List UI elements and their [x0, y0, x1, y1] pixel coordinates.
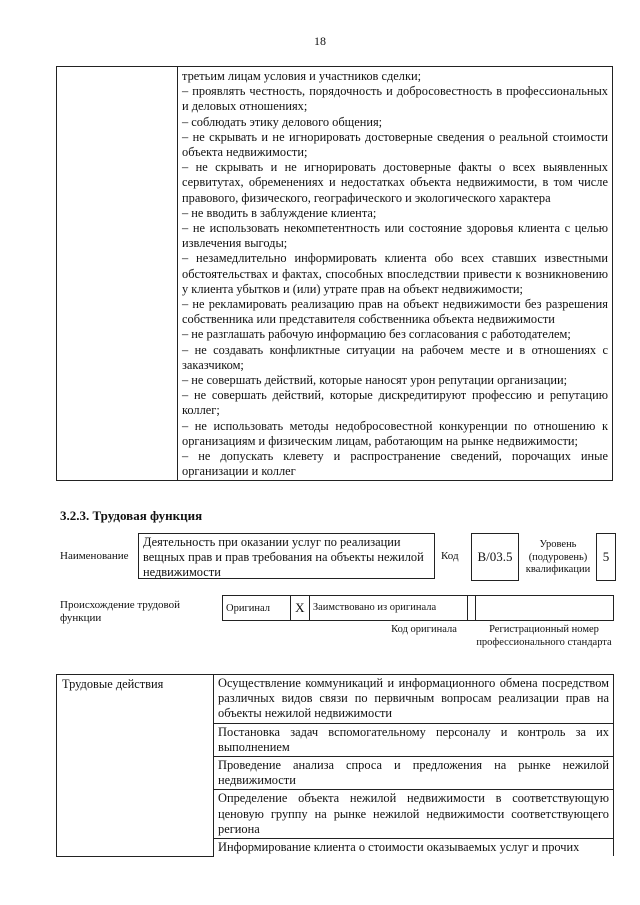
- table-row: Постановка задач вспомогательному персоналу и контроль за их выполнением: [214, 723, 614, 756]
- list-item: – не создавать конфликтные ситуации на рабочем месте и в отношениях с заказчиком;: [182, 342, 608, 372]
- code-label: Код: [441, 550, 459, 562]
- table-row: Информирование клиента о стоимости оказываемых услуг и прочих: [214, 839, 614, 857]
- origin-table: [222, 595, 614, 621]
- origin-label: Происхождение трудовой функции: [60, 599, 181, 624]
- list-item: – не скрывать и не игнорировать достоверные факты о всех выявленных сервитутах, обременениях и недостатках объекта недвижимости, в том числе правового, физического, географического и экологического характера: [182, 160, 608, 205]
- table-row: Осуществление коммуникаций и информационного обмена посредством различных видов связи по первичным вопросам реализации прав на объекты нежилой недвижимости: [214, 675, 614, 724]
- list-item: – не допускать клевету и распространение сведений, порочащих иные организации и коллег: [182, 449, 608, 479]
- qualification-level-box: 5: [596, 533, 616, 581]
- origin-code-cell: [468, 596, 475, 621]
- origin-mark-cell: X: [290, 596, 309, 621]
- labor-actions-table: [56, 674, 614, 857]
- code-value-box: B/03.5: [471, 533, 519, 581]
- list-item: – не использовать некомпетентность или состояние здоровья клиента с целью извлечения выгоды;: [182, 221, 608, 251]
- list-item: – не вводить в заблуждение клиента;: [182, 205, 377, 220]
- labor-actions-label: Трудовые действия: [57, 675, 214, 857]
- list-item: – не совершать действий, которые дискредитируют профессию и репутацию коллег;: [182, 388, 608, 418]
- list-item: – не скрывать и не игнорировать достоверные сведения о реальной стоимости объекта недвижимости;: [182, 129, 608, 160]
- continuation-text-cell: [178, 67, 613, 481]
- naming-label: Наименование: [60, 550, 129, 562]
- list-item: – соблюдать этику делового общения;: [182, 114, 383, 129]
- table-row: Определение объекта нежилой недвижимости в соответствующую ценовую группу на рынке нежилой недвижимости соответствующего региона: [214, 790, 614, 839]
- list-item: – незамедлительно информировать клиента обо всех ставших известными обстоятельствах и фактах, способных впоследствии привести к возникновению у клиента убытков и (или) утрате прав на объект недвижимости;: [182, 251, 608, 296]
- section-title: 3.2.3. Трудовая функция: [60, 508, 203, 523]
- continuation-empty-cell: [57, 67, 178, 481]
- origin-original-cell: Оригинал: [223, 596, 291, 621]
- list-item: – не рекламировать реализацию прав на объект недвижимости без разрешения собственника или представителя собственника объекта недвижимости: [182, 297, 608, 327]
- list-item: – не совершать действий, которые наносят урон репутации организации;: [182, 373, 568, 388]
- origin-reg-number-cell: [475, 596, 613, 621]
- page-number: 18: [314, 34, 326, 48]
- origin-borrowed-cell: Заимствовано из оригинала: [309, 596, 468, 621]
- reg-number-label: Регистрационный номер профессионального стандарта: [476, 624, 612, 648]
- list-item: – проявлять честность, порядочность и добросовестность в профессиональных и деловых отношениях;: [182, 84, 608, 114]
- list-item: третьим лицам условия и участников сделки;: [182, 69, 422, 83]
- list-item: – не разглашать рабочую информацию без согласования с работодателем;: [182, 327, 571, 342]
- list-item: – не использовать методы недобросовестной конкуренции по отношению к организациям и физическим лицам, работающим на рынке недвижимости;: [182, 418, 608, 448]
- function-name-box: Деятельность при оказании услуг по реализации вещных прав и прав требования на объекты нежилой недвижимости: [138, 533, 435, 579]
- table-row: Проведение анализа спроса и предложения на рынке нежилой недвижимости: [214, 757, 614, 790]
- continuation-table: [56, 66, 613, 481]
- qualification-level-label: Уровень (подуровень) квалификации: [525, 539, 591, 575]
- code-original-label: Код оригинала: [391, 624, 457, 635]
